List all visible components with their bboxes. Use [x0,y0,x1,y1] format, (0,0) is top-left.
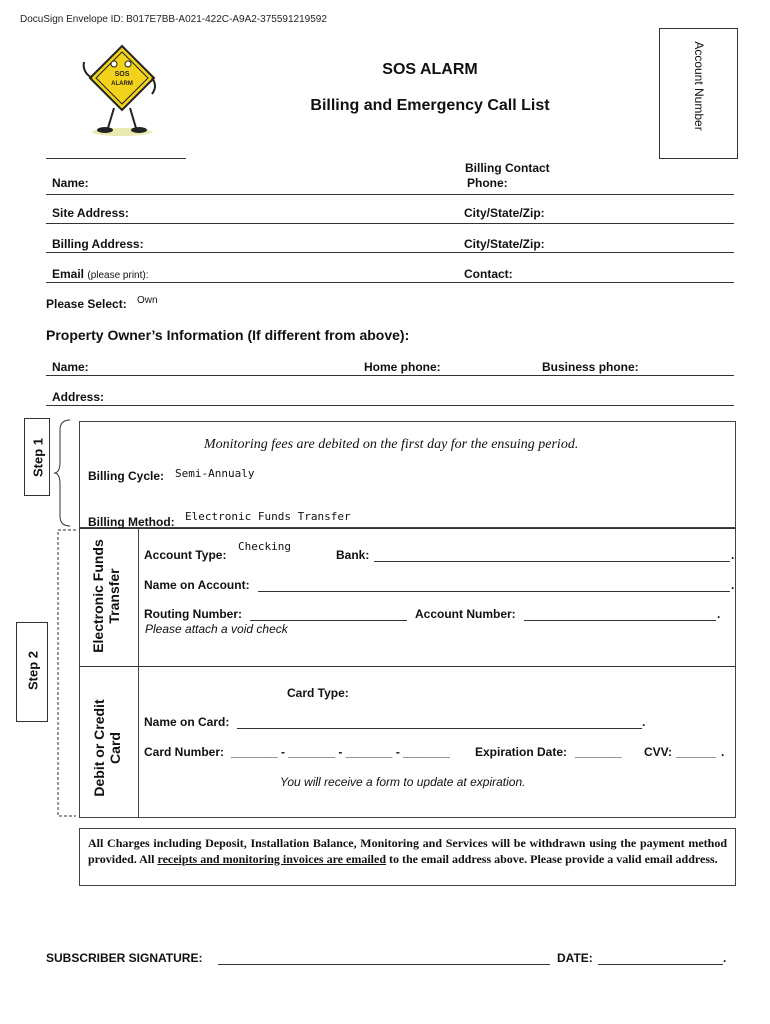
sos-alarm-logo [78,42,158,138]
billing-address-line[interactable] [46,252,734,253]
svg-text:SOS: SOS [114,71,130,78]
bank-line[interactable] [374,561,730,562]
name-label: Name: [52,176,89,190]
expiration-date-field[interactable]: _______ [575,745,622,759]
routing-number-label: Routing Number: [144,607,242,621]
subscriber-signature-line[interactable] [218,964,550,965]
account-type-label: Account Type: [144,548,227,562]
account-type-value[interactable]: Checking [238,540,291,553]
card-number-label: Card Number: [144,745,225,759]
cvv-period: . [721,745,725,759]
date-period: . [723,951,727,965]
name-on-account-label: Name on Account: [144,578,250,592]
name-on-card-label: Name on Card: [144,715,230,729]
name-on-account-period: . [731,578,735,592]
cvv-field[interactable]: ______ [676,745,717,759]
step2-side-divider [138,528,139,818]
owner-address-label: Address: [52,390,105,404]
notice-part2: to the email address above. Please provide a valid email address. [386,852,718,866]
routing-number-line[interactable] [250,620,407,621]
card-side-label-line2: Card [107,732,123,764]
billing-cycle-value[interactable]: Semi-Annualy [175,467,255,480]
expiration-note: You will receive a form to update at expiration. [280,775,526,789]
billing-contact-label: Billing Contact [465,161,550,175]
account-number-field-label: Account Number: [415,607,516,621]
notice-underlined: receipts and monitoring invoices are emailed [157,852,387,866]
step2-top-rule [79,528,736,529]
account-number-box[interactable] [659,28,738,159]
please-select-label: Please Select: [46,297,127,311]
name-on-card-line[interactable] [237,728,642,729]
company-name: SOS ALARM [382,61,478,78]
step2-bracket [50,528,80,818]
form-title: Billing and Emergency Call List [310,97,550,114]
contact-label: Contact: [464,267,513,281]
name-line[interactable] [46,194,734,195]
owner-heading: Property Owner’s Information (If different from above): [46,327,410,343]
email-line[interactable] [46,282,734,283]
card-type-label: Card Type: [287,686,349,700]
subscriber-signature-label: SUBSCRIBER SIGNATURE: [46,951,203,965]
owner-name-line[interactable] [46,375,734,376]
card-number-field[interactable]: _______ - _______ - _______ - _______ [231,745,450,759]
envelope-id: DocuSign Envelope ID: B017E7BB-A021-422C-A9A2-375591219592 [20,14,327,25]
svg-text:ALARM: ALARM [111,81,133,87]
account-number-line[interactable] [524,620,716,621]
card-side-label [91,685,123,811]
monitoring-fees-note: Monitoring fees are debited on the first day for the ensuing period. [204,437,579,452]
billing-phone-label: Phone: [467,176,508,190]
billing-address-label: Billing Address: [52,237,144,251]
owner-address-line[interactable] [46,405,734,406]
owner-name-label: Name: [52,360,89,374]
step1-tab [24,418,50,496]
site-address-line[interactable] [46,223,734,224]
bank-period: . [731,548,735,562]
home-phone-label: Home phone: [364,360,441,374]
card-side-label-line1: Debit or Credit [91,699,107,797]
name-on-account-line[interactable] [258,591,730,592]
billing-method-value[interactable]: Electronic Funds Transfer [185,510,351,523]
email-label-text: Email [52,267,85,281]
please-select-value[interactable]: Own [137,295,158,306]
city-state-zip-label-1: City/State/Zip: [464,206,545,220]
account-number-period: . [717,607,721,621]
void-check-note: Please attach a void check [145,622,288,636]
account-number-label: Account Number [692,41,706,131]
notice-part1: All Charges including Deposit, Installation Balance, Monitoring and Services will be withdrawn using the payment method provided. All [88,836,727,866]
step2-section-divider [79,666,736,667]
billing-cycle-label: Billing Cycle: [88,469,165,483]
step2-label: Step 2 [25,651,41,691]
step2-tab [16,622,48,722]
charges-notice [79,828,736,886]
step1-bracket [52,418,78,528]
billing-method-label: Billing Method: [88,515,175,529]
eft-side-label [90,526,122,666]
bank-label: Bank: [336,548,370,562]
eft-side-label-line1: Electronic Funds [90,539,106,653]
step1-label: Step 1 [30,438,46,478]
date-label: DATE: [557,951,593,965]
site-address-label: Site Address: [52,206,129,220]
business-phone-label: Business phone: [542,360,639,374]
eft-side-label-line2: Transfer [106,568,122,624]
date-line[interactable] [598,964,723,965]
cvv-label: CVV: [644,745,673,759]
email-label [52,267,149,281]
name-on-card-period: . [642,715,646,729]
email-note: (please print): [87,270,149,281]
city-state-zip-label-2: City/State/Zip: [464,237,545,251]
expiration-date-label: Expiration Date: [475,745,568,759]
name-top-rule [46,158,186,159]
